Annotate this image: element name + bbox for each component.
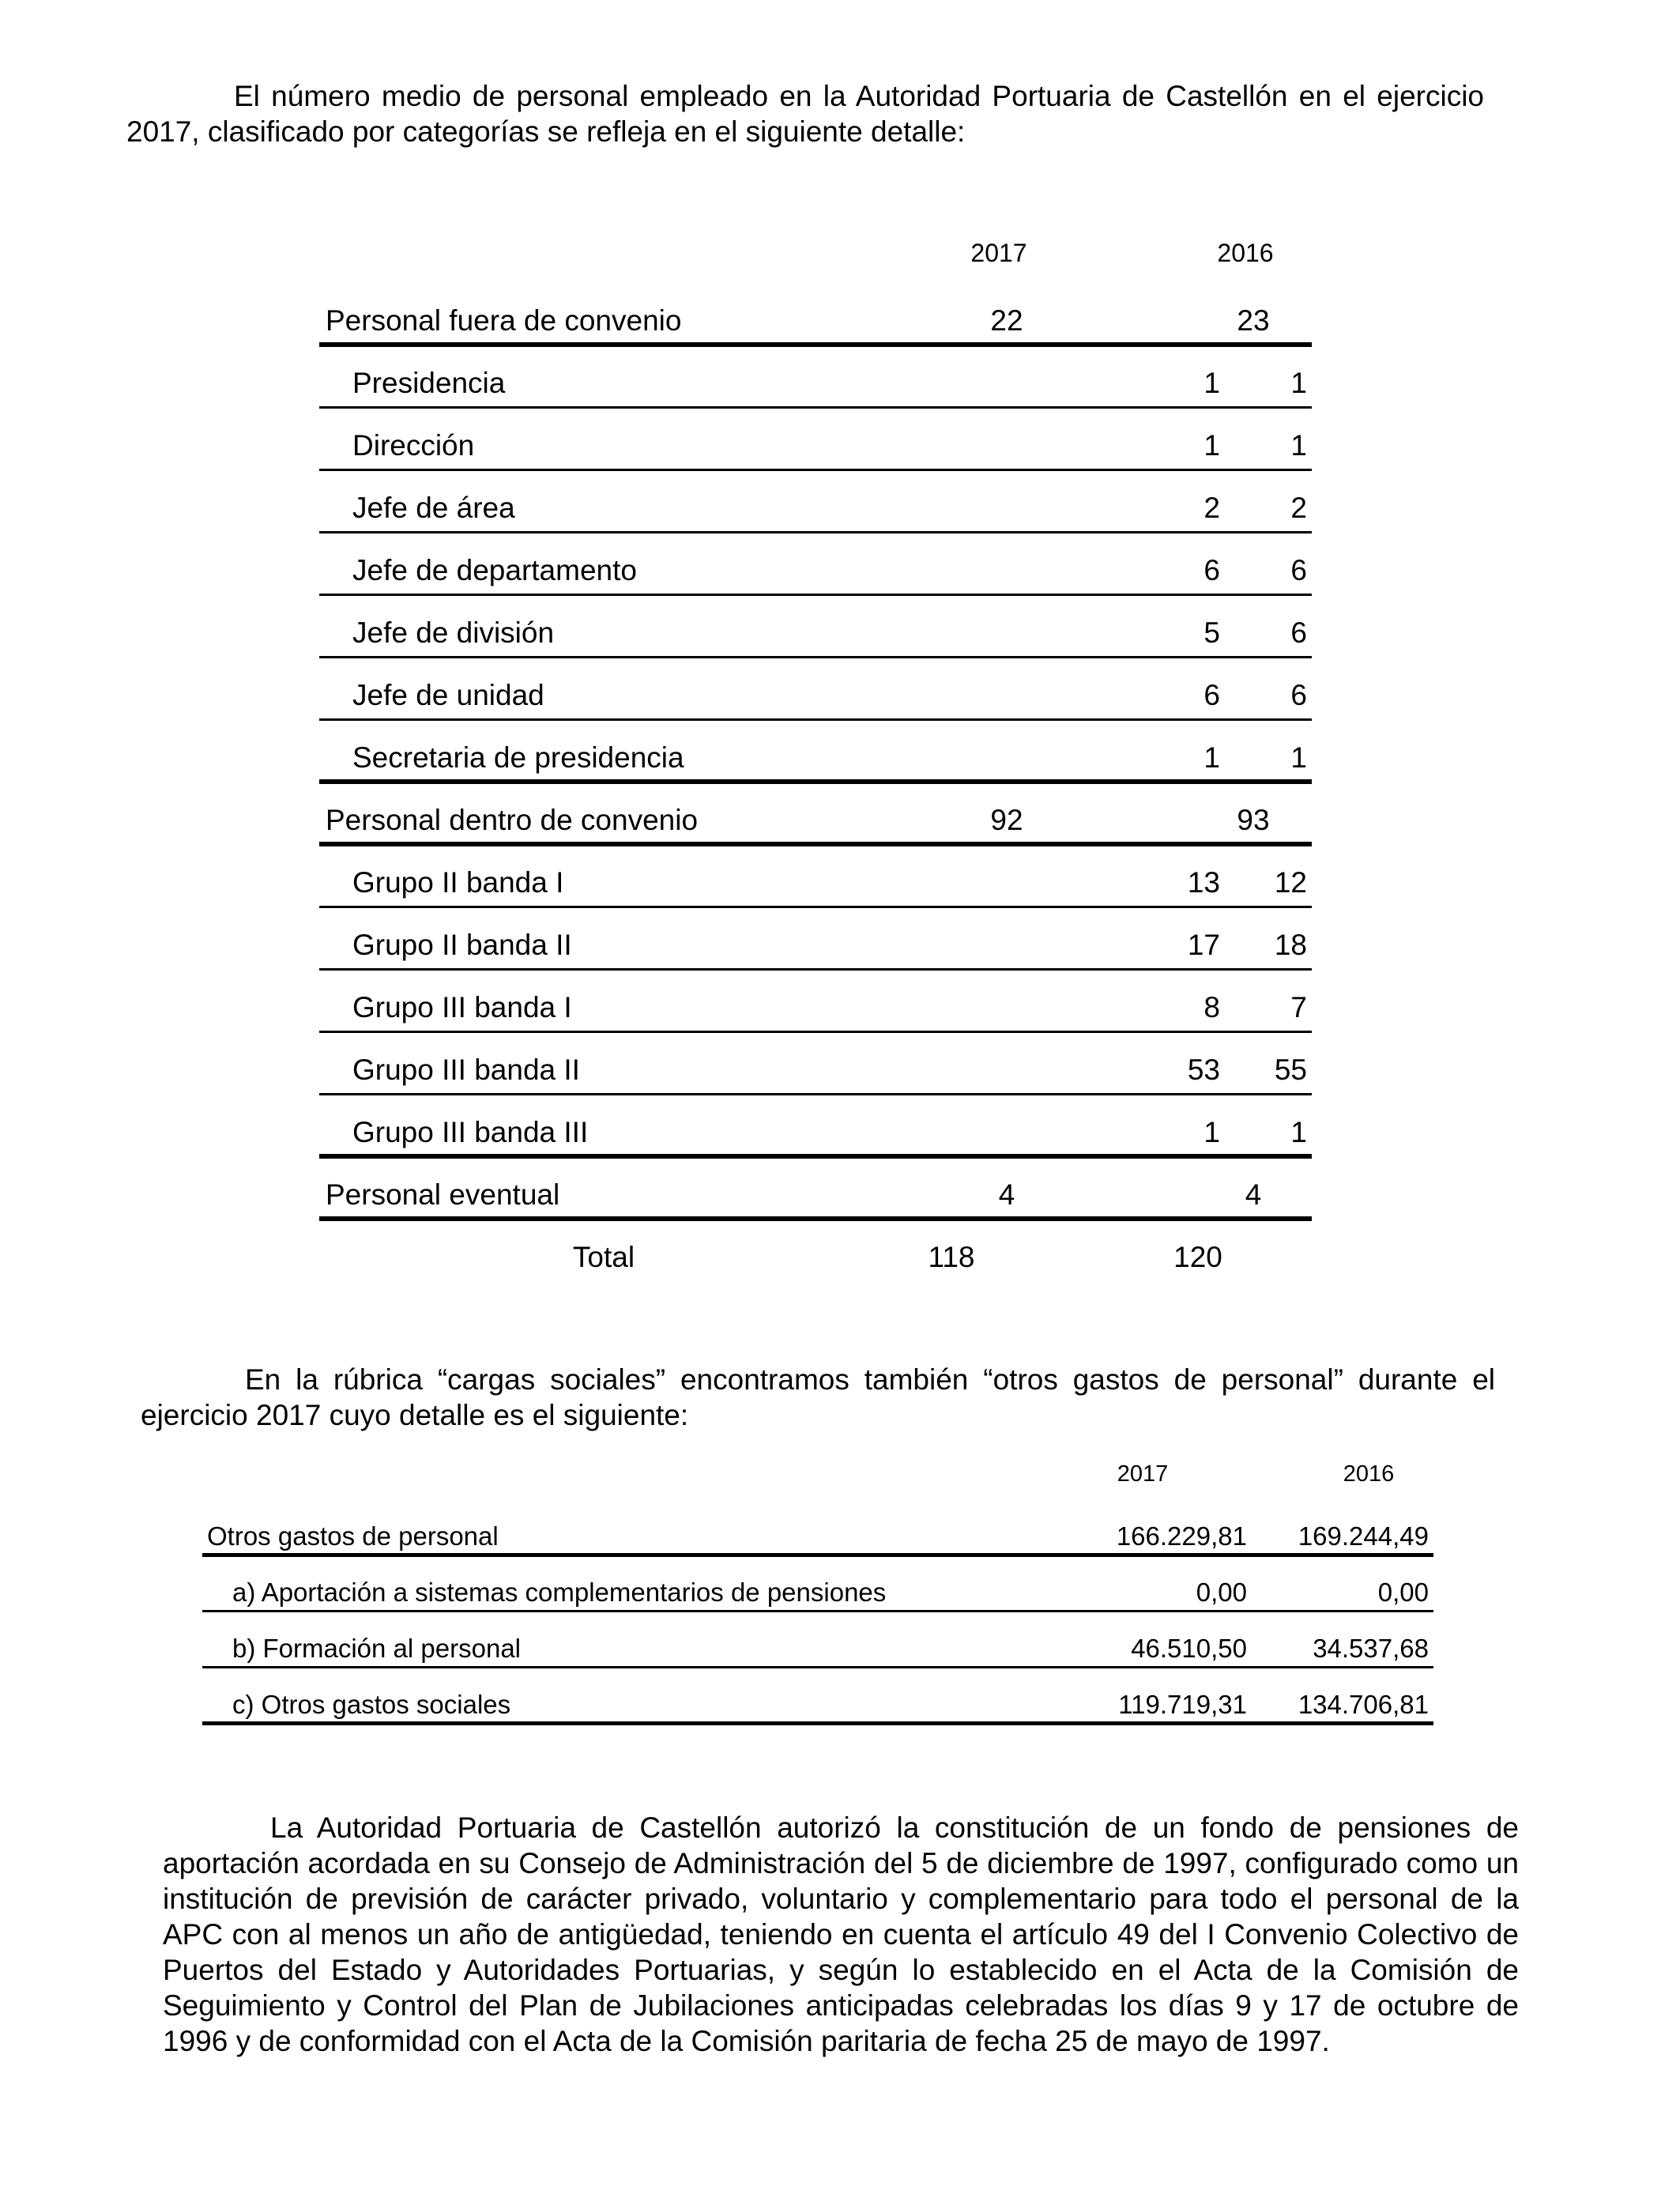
row-divider [319,779,1312,784]
row-divider [202,1553,1433,1557]
value-2016: 6 [1290,679,1307,711]
row-divider [319,1154,1312,1159]
row-label: Grupo III banda III [352,1116,589,1148]
row-label: Otros gastos de personal [207,1521,499,1551]
table-row [319,548,1312,610]
value-2017: 1 [1203,1116,1220,1148]
table-row [319,485,1312,548]
row-divider [319,1216,1312,1221]
row-label: Grupo II banda I [352,866,564,899]
row-label: a) Aportación a sistemas complementarios de pensiones [232,1578,887,1607]
row-divider [319,1093,1312,1095]
value-2016: 55 [1274,1054,1307,1086]
table-row [319,610,1312,673]
table-row [202,1627,1433,1683]
row-divider [319,842,1312,846]
group-row [319,797,1312,860]
year-header-2017: 2017 [970,239,1027,267]
row-label: Jefe de área [352,492,515,524]
row-label: Personal dentro de convenio [326,804,699,836]
value-2016: 34.537,68 [1313,1634,1429,1663]
table-row [319,1047,1312,1110]
value-2017: 92 [990,804,1023,836]
row-divider [319,531,1312,533]
table-row [319,423,1312,485]
row-label: Personal fuera de convenio [326,304,682,337]
intro-paragraph [126,78,1484,149]
value-2017: 8 [1203,991,1220,1023]
value-2016: 23 [1237,304,1270,337]
value-2017: 5 [1203,616,1220,649]
pension-paragraph [163,1810,1519,2059]
row-label: Presidencia [352,367,506,399]
value-2017: 46.510,50 [1131,1634,1247,1663]
row-divider [319,469,1312,471]
row-label: Total [572,1241,635,1273]
year-header-2017: 2017 [1117,1461,1169,1487]
value-2017: 118 [928,1241,975,1273]
value-2017: 6 [1203,679,1220,711]
table-row [319,735,1312,797]
table-row [319,922,1312,985]
intro-paragraph-text: El número medio de personal empleado en la Autoridad Portuaria de Castellón en el ejercicio 2017, clasificado por categorías se refleja en el siguiente detalle: [126,80,1484,148]
value-2016: 2 [1290,492,1307,524]
row-divider [319,968,1312,971]
row-divider [319,594,1312,596]
value-2016: 120 [1173,1241,1222,1273]
group-row [202,1514,1433,1570]
value-2017: 1 [1203,367,1220,399]
table-row [319,1110,1312,1172]
value-2016: 1 [1290,429,1307,462]
value-2017: 53 [1187,1054,1220,1086]
value-2016: 12 [1274,866,1307,899]
row-divider [319,718,1312,721]
row-label: b) Formación al personal [232,1634,521,1663]
value-2017: 0,00 [1196,1578,1247,1607]
expenses-table-body [202,1514,1433,1739]
row-divider [319,406,1312,409]
value-2016: 1 [1290,367,1307,399]
table-bottom-rule [202,1721,1433,1725]
group-row [319,298,1312,360]
table-row [202,1570,1433,1627]
row-label: Grupo III banda I [352,991,572,1023]
row-label: Grupo III banda II [352,1054,580,1086]
value-2016: 7 [1290,991,1307,1023]
value-2016: 169.244,49 [1298,1521,1429,1551]
value-2017: 22 [990,304,1023,337]
row-label: Personal eventual [326,1178,560,1211]
row-label: Secretaria de presidencia [352,741,684,774]
value-2016: 1 [1290,741,1307,774]
group-row [319,1172,1312,1235]
value-2017: 4 [998,1178,1015,1211]
table-row [202,1683,1433,1739]
social-paragraph-text: En la rúbrica “cargas sociales” encontramos también “otros gastos de personal” durante el ejercicio 2017 cuyo detalle es el siguiente: [141,1363,1495,1431]
row-label: Jefe de unidad [352,679,544,711]
row-divider [202,1666,1433,1668]
value-2017: 13 [1187,866,1220,899]
row-label: Dirección [352,429,475,462]
staff-table-body [319,298,1312,1297]
row-divider [202,1610,1433,1612]
row-divider [319,342,1312,347]
value-2017: 6 [1203,554,1220,586]
row-label: Jefe de división [352,616,555,649]
value-2016: 0,00 [1377,1578,1429,1607]
value-2016: 4 [1245,1178,1262,1211]
table-row [319,360,1312,423]
value-2016: 18 [1274,929,1307,961]
value-2016: 6 [1290,554,1307,586]
value-2016: 134.706,81 [1298,1690,1429,1719]
value-2017: 119.719,31 [1118,1690,1247,1719]
row-label: Grupo II banda II [352,929,572,961]
table-row [319,673,1312,735]
pension-paragraph-text: La Autoridad Portuaria de Castellón autorizó la constitución de un fondo de pensiones de aportación acordada en su Consejo de Administración del 5 de diciembre de 1997, configurado como un institución de previsión de carácter privado, voluntario y complementario para todo el personal de la APC con al menos un año de antigüedad, teniendo en cuenta el artículo 49 del I Convenio Colectivo de Puertos del Estado y Autoridades Portuarias, y según lo establecido en el Acta de la Comisión de Seguimiento y Control del Plan de Jubilaciones anticipadas celebradas los días 9 y 17 de octubre de 1996 y de conformidad con el Acta de la Comisión paritaria de fecha 25 de mayo de 1997. [163,1811,1519,2057]
value-2017: 2 [1203,492,1220,524]
table-row [319,985,1312,1047]
social-paragraph [141,1362,1495,1433]
value-2016: 1 [1290,1116,1307,1148]
row-divider [319,656,1312,658]
value-2017: 1 [1203,741,1220,774]
year-header-2016: 2016 [1217,239,1274,267]
table-row [319,860,1312,922]
value-2017: 17 [1187,929,1220,961]
value-2016: 6 [1290,616,1307,649]
value-2017: 166.229,81 [1116,1521,1247,1551]
row-label: Jefe de departamento [352,554,637,586]
row-divider [319,1031,1312,1033]
total-row [319,1235,1312,1297]
value-2017: 1 [1203,429,1220,462]
row-label: c) Otros gastos sociales [232,1690,511,1719]
year-header-2016: 2016 [1343,1461,1395,1487]
row-divider [319,906,1312,908]
value-2016: 93 [1237,804,1270,836]
